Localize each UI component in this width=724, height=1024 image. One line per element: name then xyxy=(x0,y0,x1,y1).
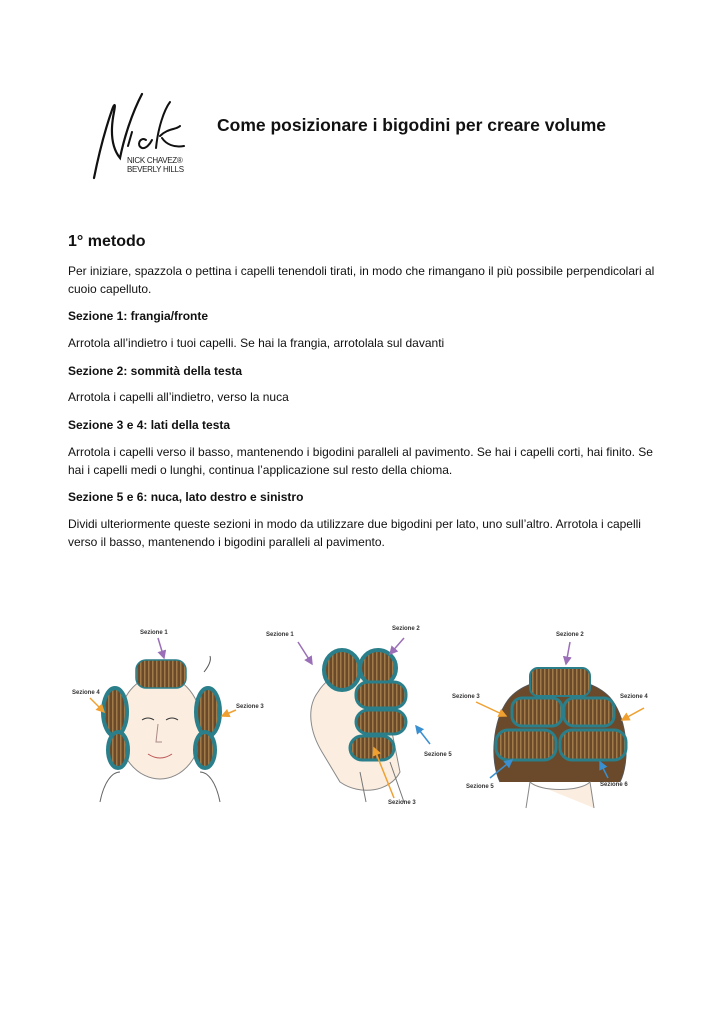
back-label-s2: Sezione 2 xyxy=(556,632,584,638)
curler-diagrams xyxy=(60,612,660,812)
section-34-text: Arrotola i capelli verso il basso, mantenendo i bigodini paralleli al pavimento. Se hai i capelli corti, hai finito. Se hai i capelli medi o lunghi, continua l’applicazione sul resto della chioma. xyxy=(68,445,653,477)
logo-text xyxy=(127,156,184,174)
logo-line1: NICK CHAVEZ® xyxy=(127,156,183,165)
section-1-text: Arrotola all’indietro i tuoi capelli. Se hai la frangia, arrotolala sul davanti xyxy=(68,336,445,350)
front-view-figure xyxy=(90,638,236,802)
side-label-s5: Sezione 5 xyxy=(424,752,452,758)
intro-paragraph: Per iniziare, spazzola o pettina i capelli tenendoli tirati, in modo che rimangano il più possibile perpendicolari al cuoio capelluto. xyxy=(68,264,655,296)
page-title: Come posizionare i bigodini per creare volume xyxy=(217,115,606,135)
section-34-title: Sezione 3 e 4: lati della testa xyxy=(68,418,231,432)
section-56-text: Dividi ulteriormente queste sezioni in modo da utilizzare due bigodini per lato, uno sull’altro. Arrotola i capelli verso il basso, mantenendo i bigodini paralleli al pavimento. xyxy=(68,517,641,549)
section-56-title: Sezione 5 e 6: nuca, lato destro e sinistro xyxy=(68,490,304,504)
section-2-text: Arrotola i capelli all’indietro, verso la nuca xyxy=(68,390,289,404)
logo-line2: BEVERLY HILLS xyxy=(127,165,184,174)
back-label-s5: Sezione 5 xyxy=(466,784,494,790)
side-label-s1: Sezione 1 xyxy=(266,632,294,638)
section-1-title: Sezione 1: frangia/fronte xyxy=(68,309,209,323)
side-label-s2: Sezione 2 xyxy=(392,626,420,632)
front-label-s1: Sezione 1 xyxy=(140,630,168,636)
back-label-s4: Sezione 4 xyxy=(620,694,648,700)
back-label-s6: Sezione 6 xyxy=(600,782,628,788)
front-label-s3: Sezione 3 xyxy=(236,704,264,710)
back-label-s3: Sezione 3 xyxy=(452,694,480,700)
front-label-s4: Sezione 4 xyxy=(72,690,100,696)
side-label-s3: Sezione 3 xyxy=(388,800,416,806)
section-2-title: Sezione 2: sommità della testa xyxy=(68,364,243,378)
side-view-figure xyxy=(298,638,430,802)
method-heading: 1° metodo xyxy=(68,233,146,250)
